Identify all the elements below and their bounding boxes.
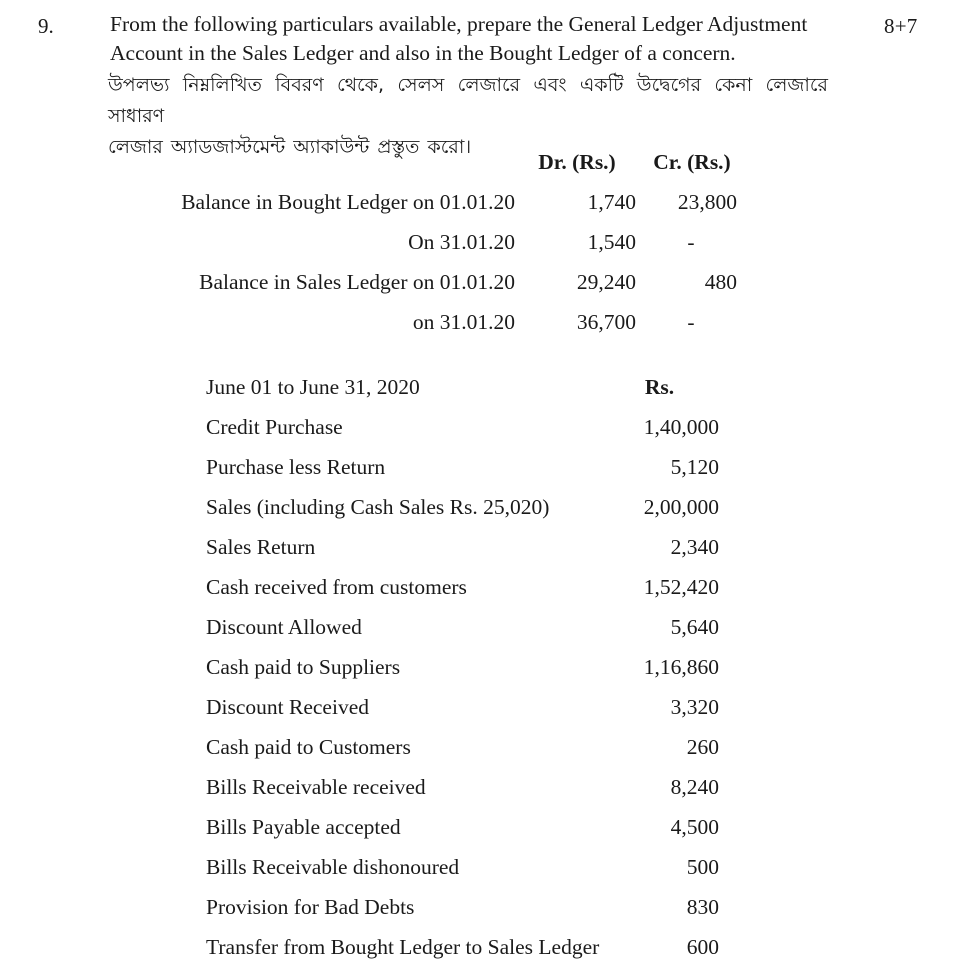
transaction-label: Bills Receivable received [206,775,426,799]
transactions-table [0,373,957,973]
transaction-label: Discount Received [206,695,369,719]
table-row [0,533,957,573]
balance-cr-amount: - [687,310,695,334]
balance-label: Balance in Sales Ledger on 01.01.20 [199,270,515,294]
transaction-amount: 8,240 [670,775,719,799]
table-row [0,613,957,653]
table-row [0,773,957,813]
transactions-period-label: June 01 to June 31, 2020 [206,375,420,399]
balances-header-cr: Cr. (Rs.) [653,150,731,174]
table-row [0,813,957,853]
table-row [0,308,957,348]
balance-label: On 31.01.20 [408,230,515,254]
transactions-header-row [0,373,957,413]
transaction-amount: 600 [686,935,719,959]
transaction-amount: 830 [686,895,719,919]
transaction-amount: 1,52,420 [643,575,719,599]
transaction-amount: 500 [686,855,719,879]
transaction-amount: 260 [686,735,719,759]
balance-label: Balance in Bought Ledger on 01.01.20 [181,190,515,214]
transaction-amount: 5,120 [670,455,719,479]
transaction-amount: 3,320 [670,695,719,719]
transaction-label: Transfer from Bought Ledger to Sales Ledger [206,935,600,959]
table-row [0,933,957,973]
transaction-label: Bills Receivable dishonoured [206,855,460,879]
balance-label: on 31.01.20 [412,310,515,334]
transaction-label: Sales Return [206,535,316,559]
table-row [0,653,957,693]
balance-cr-amount: - [687,230,695,254]
table-row [0,188,957,228]
balance-dr-amount: 36,700 [576,310,636,334]
transaction-label: Bills Payable accepted [206,815,401,839]
table-row [0,453,957,493]
transaction-label: Cash paid to Suppliers [206,655,401,679]
transaction-label: Discount Allowed [206,615,362,639]
table-row [0,853,957,893]
table-row [0,413,957,453]
transactions-header-amount: Rs. [644,375,675,399]
table-row [0,268,957,308]
table-row [0,733,957,773]
transaction-label: Cash received from customers [206,575,467,599]
bengali-line-1: উপলভ্য নিম্নলিখিত বিবরণ থেকে, সেলস লেজারে এবং একটি উদ্বেগের কেনা লেজারে সাধারণ [108,74,828,127]
question-number: 9. [38,14,54,38]
transaction-label: Provision for Bad Debts [206,895,415,919]
balance-cr-amount: 23,800 [677,190,737,214]
balance-dr-amount: 1,540 [587,230,636,254]
table-row [0,573,957,613]
balance-dr-amount: 1,740 [587,190,636,214]
bengali-line-2: লেজার অ্যাডজাস্টমেন্ট অ্যাকাউন্ট প্রস্তুত করো। [108,136,472,158]
transaction-label: Credit Purchase [206,415,343,439]
transaction-amount: 2,00,000 [643,495,719,519]
transaction-amount: 1,40,000 [643,415,719,439]
transaction-amount: 5,640 [670,615,719,639]
transaction-amount: 1,16,860 [643,655,719,679]
table-row [0,228,957,268]
balance-cr-amount: 480 [704,270,737,294]
table-row [0,493,957,533]
transaction-label: Purchase less Return [206,455,386,479]
transaction-amount: 4,500 [670,815,719,839]
transaction-amount: 2,340 [670,535,719,559]
balances-table [0,148,957,348]
table-row [0,693,957,733]
balances-header-row [0,148,957,188]
question-text-english: From the following particulars available, prepare the General Ledger Adjustment Account in the Sales Ledger and also in the Bought Ledger of a concern. [110,12,808,65]
table-row [0,893,957,933]
question-marks: 8+7 [884,14,918,38]
transaction-label: Sales (including Cash Sales Rs. 25,020) [206,495,550,519]
balance-dr-amount: 29,240 [576,270,636,294]
transaction-label: Cash paid to Customers [206,735,411,759]
balances-header-dr: Dr. (Rs.) [538,150,616,174]
